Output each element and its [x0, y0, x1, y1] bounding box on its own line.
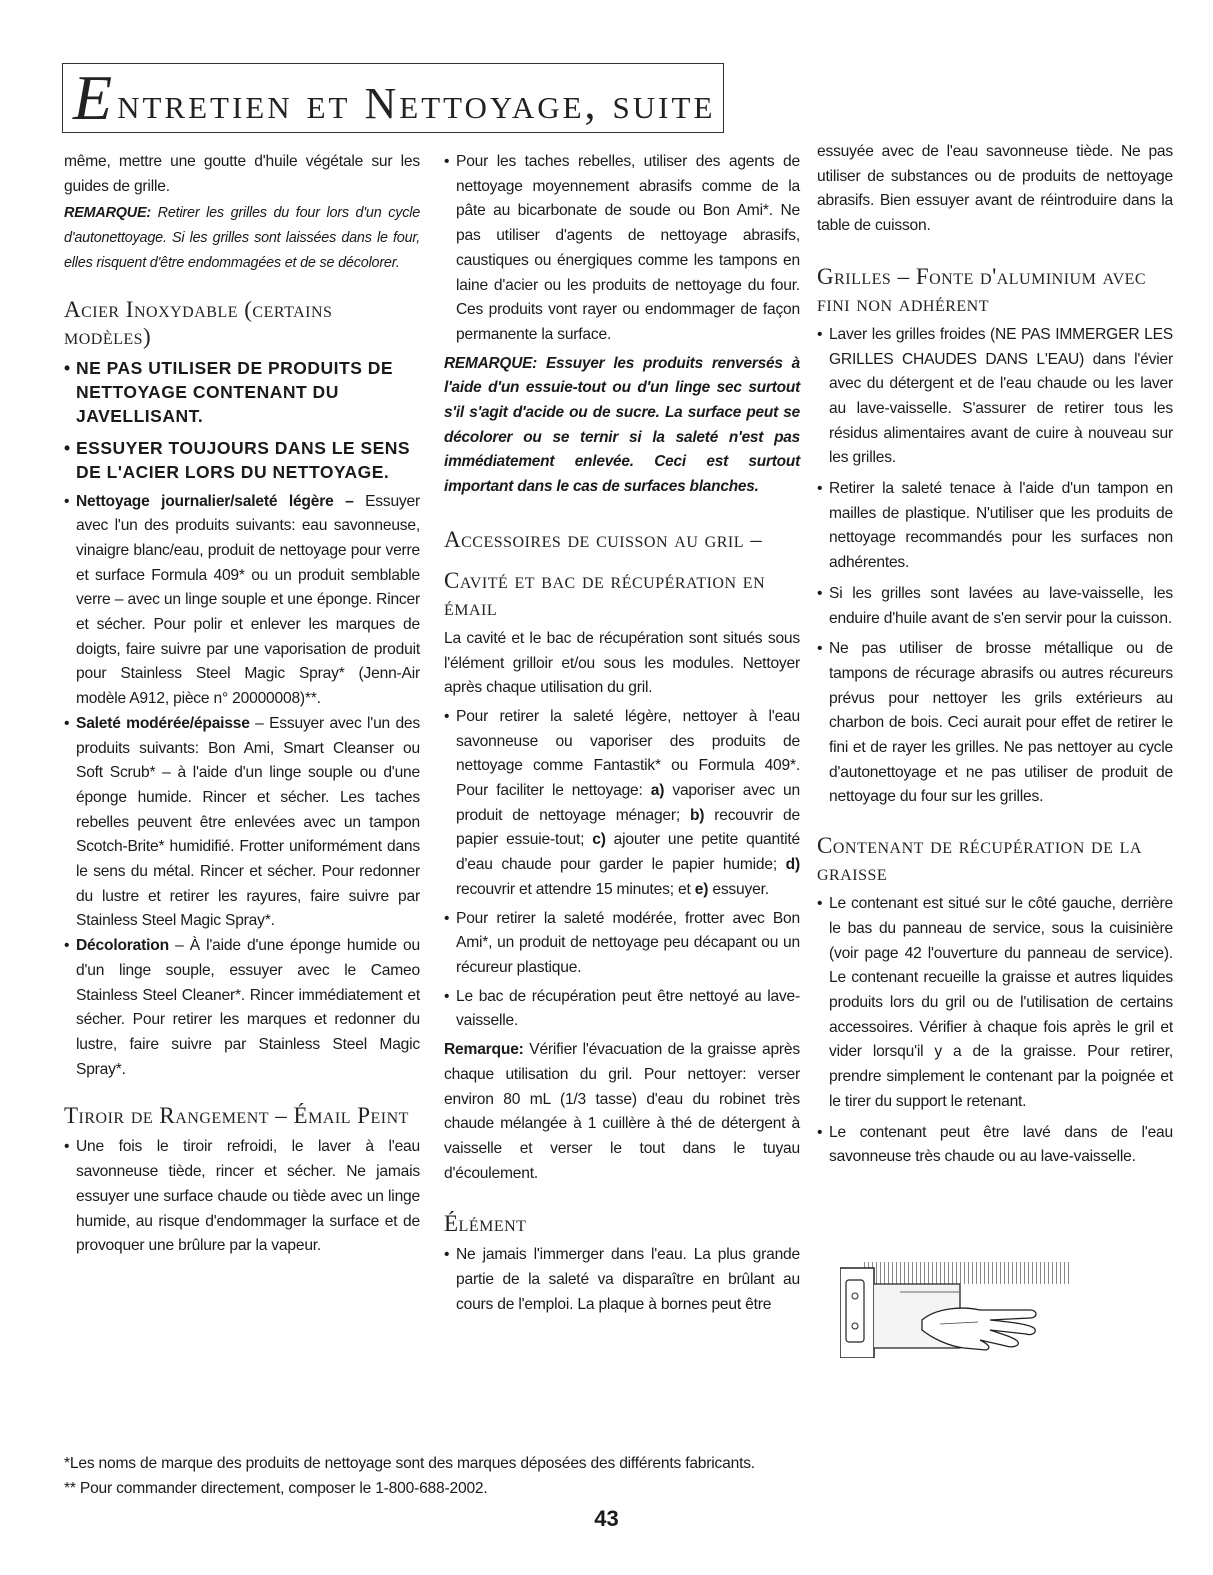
item-text: essuyer. — [708, 880, 769, 898]
remark: REMARQUE: Essuyer les produits renversés à l'aide d'un essuie-tout ou d'un linge sec surtout s'il s'agit d'acide ou de sucre. La surface peut se décolorer ou se ternir si la saleté n'est pas immédiatement enlevée. Ceci est surtout important dans le cas de surfaces blanches. — [444, 354, 800, 496]
column-3 — [817, 140, 1173, 1170]
paragraph: même, mettre une goutte d'huile végétale sur les guides de grille. — [64, 153, 420, 195]
remark-text: Retirer les grilles du four lors d'un cycle d'autonettoyage. Si les grilles sont laissées dans le four, elles risquent d'être endommagées et de se décolorer. — [64, 205, 420, 271]
item-text: – Essuyer avec l'un des produits suivants: Bon Ami, Smart Cleanser ou Soft Scrub* – à l'aide d'un linge souple ou d'une éponge humide. Rincer et sécher. Les taches rebelles peuvent être enlevées avec un tampon Scotch-Brite* humidifié. Frotter uniformément dans le sens du métal. Rincer et sécher. Pour redonner du lustre et retirer les rayures, faire suivre par Stainless Steel Magic Spray*. — [76, 714, 421, 930]
list-item: • Une fois le tiroir refroidi, le laver à l'eau savonneuse tiède, rincer et sécher. Ne jamais essuyer une surface chaude ou tiède avec un linge humide, au risque d'endommager la surface et de provoquer une brûlure par la vapeur. — [64, 1135, 420, 1259]
warning-item: • NE PAS UTILISER DE PRODUITS DE NETTOYAGE CONTENANT DU JAVELLISANT. — [64, 356, 420, 428]
step-letter: e) — [694, 880, 709, 898]
item-text: vaporiser avec un produit de nettoyage ménager; — [456, 782, 800, 824]
footnote: ** Pour commander directement, composer le 1-800-688-2002. — [64, 1479, 488, 1497]
item-lead: Saleté modérée/épaisse — [76, 714, 250, 732]
step-letter: d) — [785, 856, 800, 874]
remark-label: REMARQUE: — [64, 205, 151, 222]
list-item: • Pour retirer la saleté modérée, frotter avec Bon Ami*, un produit de nettoyage peu décapant ou un récureur plastique. — [444, 907, 800, 981]
list-item: • Laver les grilles froides (NE PAS IMMERGER LES GRILLES CHAUDES DANS L'EAU) dans l'évier avec du détergent et de l'eau chaude ou les laver au lave-vaisselle. S'assurer de retirer tous les résidus alimentaires avant de cuire à nouveau sur les grilles. — [817, 323, 1173, 471]
list — [64, 1135, 420, 1259]
list — [817, 892, 1173, 1170]
list-item: • Retirer la saleté tenace à l'aide d'un tampon en mailles de plastique. N'utiliser que les produits de nettoyage recommandés pour les surfaces non adhérentes. — [817, 477, 1173, 576]
remark — [64, 201, 420, 275]
footnote: *Les noms de marque des produits de nettoyage sont des marques déposées des différents fabricants. — [64, 1455, 755, 1472]
column-1 — [64, 150, 420, 1259]
step-letter: b) — [689, 806, 705, 824]
list-item: • Si les grilles sont lavées au lave-vaisselle, les enduire d'huile avant de s'en servir pour la cuisson. — [817, 582, 1173, 631]
warning-item: • ESSUYER TOUJOURS DANS LE SENS DE L'ACIER LORS DU NETTOYAGE. — [64, 436, 420, 484]
item-lead: Décoloration — [76, 937, 169, 955]
heading-element: Élément — [444, 1211, 527, 1237]
heading-cavite: Cavité et bac de récupération en émail — [444, 567, 766, 620]
item-lead: Nettoyage journalier/saleté légère – — [76, 492, 366, 510]
list — [64, 356, 420, 1083]
remarque — [444, 1038, 800, 1186]
list — [444, 1243, 800, 1317]
paragraph: La cavité et le bac de récupération sont situés sous l'élément grilloir et/ou sous les modules. Nettoyer après chaque utilisation du gril. — [444, 629, 800, 697]
heading-grilles: Grilles – Fonte d'aluminium avec fini non adhérent — [817, 263, 1147, 316]
list-item: • Ne pas utiliser de brosse métallique ou de tampons de récurage abrasifs ou autres récureurs prévus pour nettoyer les grils extérieurs au charbon de bois. Ceci aurait pour effet de retirer le fini et de rayer les grilles. Ne pas nettoyer au cycle d'autonettoyage et ne pas utiliser de produit de nettoyage du four sur les grilles. — [817, 637, 1173, 810]
list-item: • Le contenant peut être lavé dans de l'eau savonneuse très chaude ou au lave-vaisselle. — [817, 1121, 1173, 1170]
item-text: recouvrir et attendre 15 minutes; et — [456, 880, 695, 898]
heading-acier-inoxydable: Acier Inoxydable (certains modèles) — [64, 296, 333, 349]
footnotes — [64, 1452, 964, 1501]
page-title — [62, 63, 724, 133]
item-text: ajouter une petite quantité d'eau chaude pour garder le papier humide; — [456, 831, 800, 874]
list-item: • Pour les taches rebelles, utiliser des agents de nettoyage moyennement abrasifs comme de la pâte au bicarbonate de soude ou Bon Ami*. Ne pas utiliser d'agents de nettoyage abrasifs, caustiques ou énergiques comme les tampons en laine d'acier ou les produits de nettoyage du four. Ces produits vont rayer ou endommager de façon permanente la surface. — [444, 150, 800, 348]
item-text: recouvrir de papier essuie-tout; — [456, 806, 800, 849]
list-item — [64, 934, 420, 1082]
list-item — [444, 705, 800, 903]
item-text: Pour retirer la saleté légère, nettoyer à l'eau savonneuse ou vaporiser des produits de nettoyage comme Fantastik* ou Formula 409*. Pour faciliter le nettoyage: — [456, 707, 800, 800]
step-letter: a) — [650, 782, 665, 800]
item-text: – À l'aide d'une éponge humide ou d'un linge souple, essuyer avec le Cameo Stainless Steel Cleaner*. Rincer immédiatement et sécher. Pour retirer les marques et redonner du lustre, faire suivre par Stainless Steel Magic Spray*. — [76, 937, 420, 1078]
heading-accessoires: Accessoires de cuisson au gril – — [444, 526, 763, 552]
grease-container-illustration — [840, 1262, 1072, 1358]
list — [817, 323, 1173, 810]
paragraph: essuyée avec de l'eau savonneuse tiède. Ne pas utiliser de substances ou de produits de nettoyage abrasifs. Bien essuyer avant de réintroduire dans la table de cuisson. — [817, 143, 1173, 235]
title-initial: E — [73, 62, 116, 133]
list — [444, 150, 800, 348]
list-item: • Ne jamais l'immerger dans l'eau. La plus grande partie de la saleté va disparaître en brûlant au cours de l'emploi. La plaque à bornes peut être — [444, 1243, 800, 1317]
heading-tiroir: Tiroir de Rangement – Émail Peint — [64, 1103, 409, 1129]
step-letter: c) — [592, 831, 606, 849]
list-item — [64, 712, 420, 934]
remarque-text: Vérifier l'évacuation de la graisse après chaque utilisation du gril. Pour nettoyer: verser environ 80 mL (1/3 tasse) d'eau du robinet très chaude mélangée à 1 cuillère à thé de détergent à vaisselle et verser le tout dans le tuyau d'écoulement. — [444, 1041, 800, 1182]
page-number: 43 — [594, 1506, 619, 1531]
heading-contenant: Contenant de récupération de la graisse — [817, 833, 1142, 886]
list-item: • Le bac de récupération peut être nettoyé au lave-vaisselle. — [444, 985, 800, 1034]
list — [444, 705, 800, 1034]
item-text: Essuyer avec l'un des produits suivants: eau savonneuse, vinaigre blanc/eau, produit de nettoyage pour verre et surface Formula 409* ou un produit semblable verre – avec un linge souple et une éponge. Rincer et sécher. Pour polir et enlever les marques de doigts, faire suivre par une vaporisation de produit pour Stainless Steel Magic Spray* (Jenn-Air modèle A912, pièce n° 20000008)**. — [76, 492, 420, 708]
column-2 — [444, 150, 800, 1317]
title-text: ntretien et Nettoyage, suite — [117, 79, 716, 128]
list-item — [64, 490, 420, 712]
list-item: • Le contenant est situé sur le côté gauche, derrière le bas du panneau de service, sous la cuisinière (voir page 42 l'ouverture du panneau de service). Le contenant recueille la graisse et autres liquides produits lors du gril ou de l'utilisation de certains accessoires. Vérifier à chaque fois après le gril et vider lorsqu'il y a de la graisse. Pour retirer, prendre simplement le contenant par la poignée et le tirer du support le retenant. — [817, 892, 1173, 1114]
remarque-label: Remarque: — [444, 1041, 524, 1059]
